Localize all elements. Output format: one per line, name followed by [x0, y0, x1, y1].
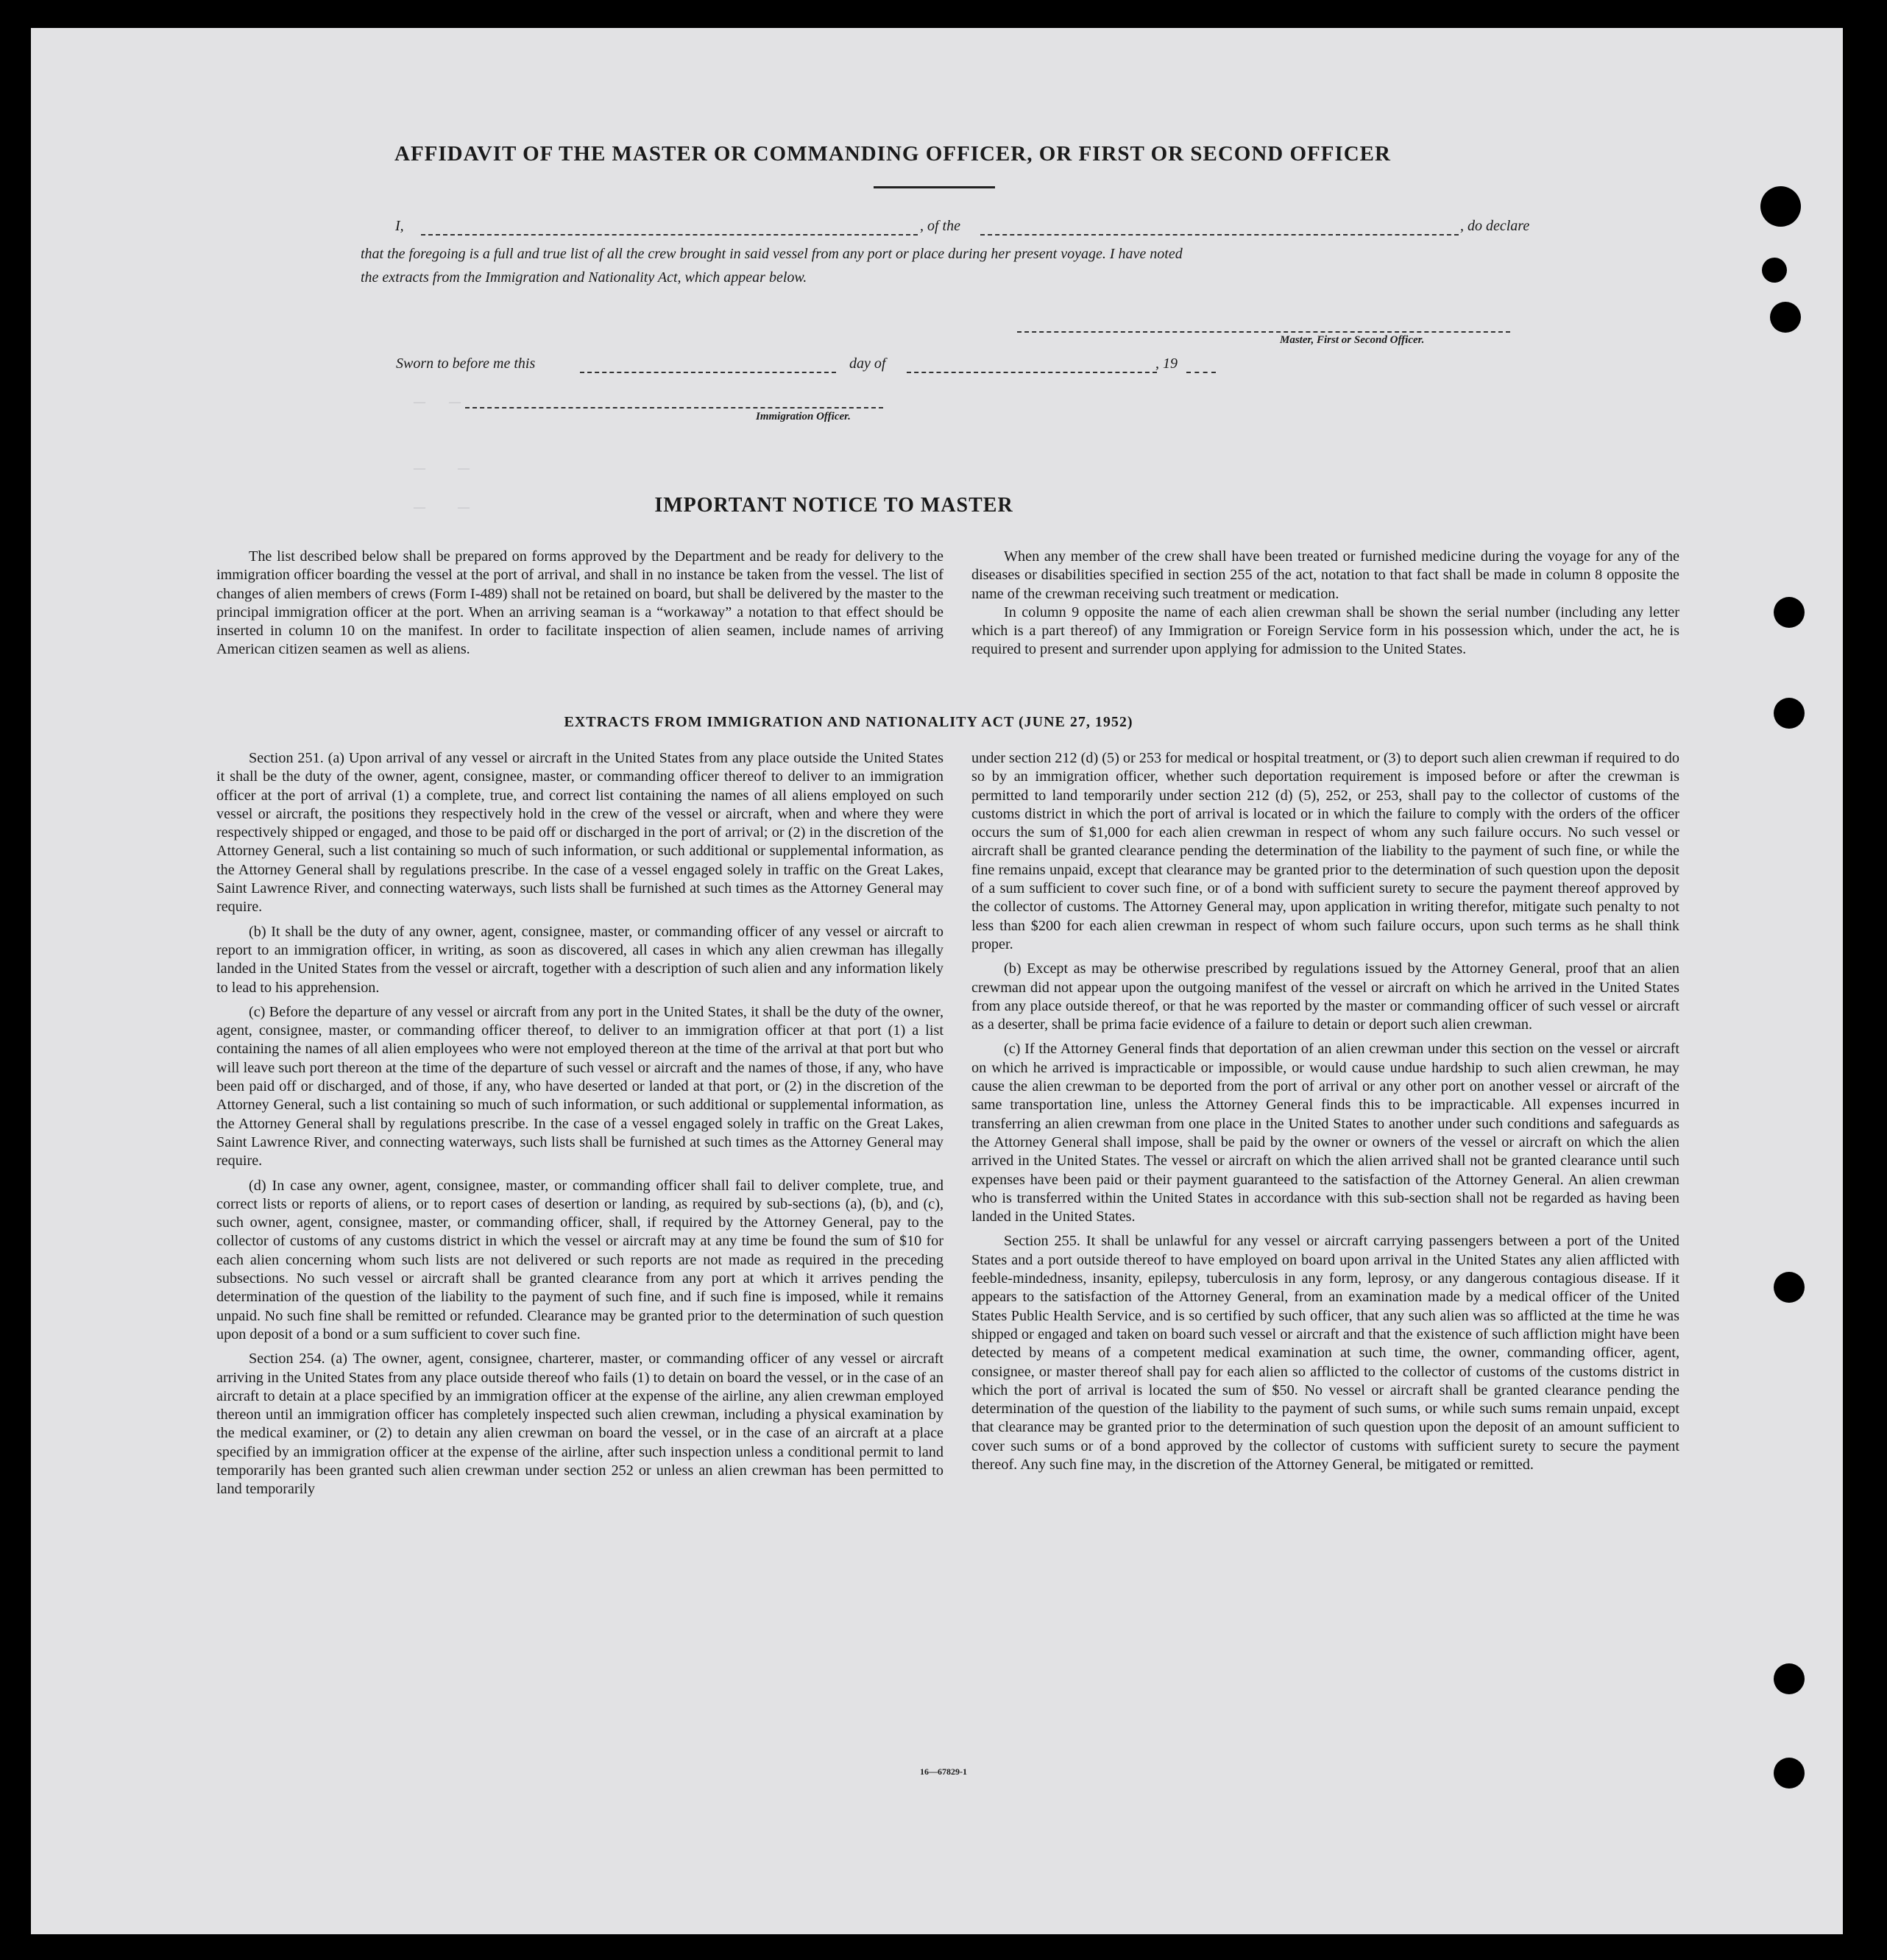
officer-label: Immigration Officer.	[756, 411, 851, 422]
extracts-right-column	[971, 749, 1679, 1480]
declare-label: , do declare	[1460, 218, 1530, 234]
punch-hole	[1774, 1272, 1805, 1303]
extract-paragraph: Section 254. (a) The owner, agent, consignee, charterer, master, or commanding officer of any vessel or aircraft arriving in the United States from any place outside thereof who fails (1) to detain on board the vessel, or in the case of an aircraft to detain at a place specified by an immigration officer at the expense of the airline, any alien crewman employed thereon until an immigration officer has completely inspected such alien crewman, including a physical examination by the medical examiner, or (2) to detain any alien crewman on board the vessel, or in the case of an aircraft at a place specified by an immigration officer at the expense of the airline, after such inspection unless a conditional permit to land temporarily has been granted such alien crewman under section 252 or unless an alien crewman has been permitted to land temporarily	[216, 1351, 944, 1498]
document-page	[31, 28, 1843, 1934]
bleed-through-mark: — —	[414, 462, 470, 475]
affidavit-title: AFFIDAVIT OF THE MASTER OR COMMANDING OFFICER, OR FIRST OR SECOND OFFICER	[394, 142, 1391, 166]
notice-right-text-1: When any member of the crew shall have been treated or furnished medicine during the voyage for any of the diseases or disabilities specified in section 255 of the act, notation to that fact shall be made in column 8 opposite the name of the crewman receiving such treatment or medication.	[971, 548, 1679, 602]
sworn-label: Sworn to before me this	[396, 355, 536, 372]
extract-paragraph: (d) In case any owner, agent, consignee, master, or commanding officer shall fail to deliver complete, true, and correct lists or reports of aliens, or to report cases of desertion or landing, as required by sub-sections (a), (b), and (c), such owner, agent, consignee, master, or commanding officer, shall, if required by the Attorney General, pay to the collector of customs of any customs district in which the vessel or aircraft may at any time be found the sum of $10 for each alien concerning whom such lists are not delivered or such reports are not made as required in the preceding subsections. No such vessel or aircraft shall be granted clearance from any port at which it arrives pending the determination of the question of the liability to the payment of such fine, and if such fine is imposed, while it remains unpaid. No such fine shall be remitted or refunded. Clearance may be granted prior to the determination of such question upon deposit of a bond or a sum sufficient to cover such fine.	[216, 1177, 944, 1342]
extract-paragraph: under section 212 (d) (5) or 253 for medical or hospital treatment, or (3) to deport such alien crewman if required to do so by an immigration officer, whether such deportation requirement is imposed before or after the crewman is permitted to land temporarily under section 212 (d) (5), 252, or 253, shall pay to the collector of customs of the customs district in which the port of arrival is located or in which the failure to comply with the orders of the officer occurs the sum of $1,000 for each alien crewman in respect of whom any such failure occurs. No such vessel or aircraft shall be granted clearance pending the determination of the liability to the payment of such fine, or while the fine remains unpaid, except that clearance may be granted prior to the determination of such question upon the deposit of a sum sufficient to cover such fine, or of a bond with sufficient surety to secure the payment thereof approved by the collector of customs. The Attorney General may, upon application in writing therefor, mitigate such penalty to not less than $200 for each alien crewman in respect of whom such failure occurs, upon such terms as he shall think proper.	[971, 750, 1679, 952]
vessel-field[interactable]	[980, 234, 1459, 236]
extract-paragraph: (b) Except as may be otherwise prescribed by regulations issued by the Attorney General, proof that an alien crewman did not appear upon the outgoing manifest of the vessel or aircraft on which he arrived in the United States from any place outside thereof, or that he was reported by the master or commanding officer of such vessel or aircraft as a deserter, shall be prima facie evidence of a failure to detain or deport such alien crewman.	[971, 960, 1679, 1033]
day-of-label: day of	[849, 355, 886, 372]
extract-paragraph: (c) If the Attorney General finds that deportation of an alien crewman under this section on the vessel or aircraft on which he arrived is impracticable or impossible, or would cause undue hardship to such alien crewman, he may cause the alien crewman to be deported from the port of arrival or any other port on another vessel or aircraft of the same transportation line, unless the Attorney General finds this to be impracticable. All expenses incurred in transferring an alien crewman from one place in the United States to another under such conditions and safeguards as the Attorney General shall impose, shall be paid by the owner or owners of the vessel or aircraft on which the alien arrived in the United States. The vessel or aircraft on which the alien arrived shall not be granted clearance until such expenses have been paid or their payment guaranteed to the satisfaction of the Attorney General. An alien crewman who is transferred within the United States in accordance with this sub-section shall not be regarded as having been landed in the United States.	[971, 1041, 1679, 1225]
punch-hole	[1760, 186, 1801, 227]
master-signature-field[interactable]	[1017, 331, 1510, 333]
extract-paragraph: Section 255. It shall be unlawful for any vessel or aircraft carrying passengers between a port of the United States and a port outside thereof to have employed on board upon arrival in the United States any alien afflicted with feeble-mindedness, insanity, epilepsy, tuberculosis in any form, leprosy, or any dangerous contagious disease. If it appears to the satisfaction of the Attorney General, from an examination made by a medical officer of the United States Public Health Service, and is so certified by such officer, that any such alien was so afflicted at the time he was shipped or engaged and taken on board such vessel or aircraft and that the existence of such affliction might have been detected by means of a competent medical examination at such time, the owner, commanding officer, agent, consignee, or master thereof shall pay for each alien so afflicted to the collector of customs of the customs district in which the port of arrival is located the sum of $50. No vessel or aircraft shall be granted clearance pending the determination of the question of the liability to the payment of such sums, or while such sums remain unpaid, except that clearance may be granted prior to the determination of such question upon the deposit of an amount sufficient to cover such sums or of a bond approved by the collector of customs with sufficient surety to secure the payment thereof. Any such fine may, in the discretion of the Attorney General, be mitigated or remitted.	[971, 1233, 1679, 1473]
notice-title: IMPORTANT NOTICE TO MASTER	[654, 494, 1013, 517]
punch-hole	[1774, 1663, 1805, 1694]
year-field[interactable]	[1186, 372, 1216, 373]
notice-left-text: The list described below shall be prepared on forms approved by the Department and be ready for delivery to the immigration officer boarding the vessel at the port of arrival, and shall in no instance be taken from the vessel. The list of changes of alien members of crews (Form I-489) shall not be retained on board, but shall be delivered by the master to the principal immigration officer at the port. When an arriving seaman is a “workaway” a notation to that effect should be inserted in column 10 on the manifest. In order to facilitate inspection of alien seamen, include names of arriving American citizen seamen as well as aliens.	[216, 548, 944, 658]
year-label: , 19	[1155, 355, 1178, 372]
master-label: Master, First or Second Officer.	[1280, 334, 1425, 346]
notice-left-column	[216, 548, 944, 665]
name-field[interactable]	[421, 234, 918, 236]
notice-right-column	[971, 548, 1679, 665]
extracts-title: EXTRACTS FROM IMMIGRATION AND NATIONALITY ACT (JUNE 27, 1952)	[564, 714, 1133, 730]
extract-paragraph: Section 251. (a) Upon arrival of any vessel or aircraft in the United States from any place outside the United States it shall be the duty of the owner, agent, consignee, master, or commanding officer thereof to deliver to an immigration officer at the port of arrival (1) a complete, true, and correct list containing the names of all aliens employed on such vessel or aircraft, the positions they respectively hold in the crew of the vessel or aircraft, when and where they were respectively shipped or engaged, and those to be paid off or discharged in the port of arrival; or (2) in the discretion of the Attorney General, such a list containing so much of such information, or such additional or supplemental information, as the Attorney General shall by regulations prescribe. In the case of a vessel engaged solely in traffic on the Great Lakes, Saint Lawrence River, and connecting waterways, such lists shall be furnished at such times as the Attorney General may require.	[216, 750, 944, 916]
i-label: I,	[395, 218, 404, 234]
punch-hole	[1770, 302, 1801, 333]
bleed-through-mark: — —	[414, 396, 461, 408]
title-rule	[874, 186, 995, 188]
extract-paragraph: (b) It shall be the duty of any owner, agent, consignee, master, or commanding officer of any vessel or aircraft to report to an immigration officer, in writing, as soon as discovered, all cases in which any alien crewman has illegally landed in the United States from the vessel or aircraft, together with a description of such alien and any information likely to lead to his apprehension.	[216, 923, 944, 996]
of-the-label: , of the	[920, 218, 960, 234]
declaration-line-3: the extracts from the Immigration and Nationality Act, which appear below.	[361, 269, 807, 286]
declaration-line-2: that the foregoing is a full and true list of all the crew brought in said vessel from any port or place during her present voyage. I have noted	[361, 246, 1183, 262]
officer-signature-field[interactable]	[465, 407, 883, 408]
extract-paragraph: (c) Before the departure of any vessel or aircraft from any port in the United States, it shall be the duty of the owner, agent, consignee, master, or commanding officer thereof, to deliver to an immigration officer at that port (1) a list containing the names of all alien employees who were not employed thereon at the time of the arrival at that port but who will leave such port thereon at the time of the departure of such vessel or aircraft and the names of those, if any, who have been paid off or discharged, and of those, if any, who have deserted or landed at that port, or (2) in the discretion of the Attorney General, such a list containing so much of such information, or such additional or supplemental information, as the Attorney General shall by regulations prescribe. In the case of a vessel engaged solely in traffic on the Great Lakes, Saint Lawrence River, and connecting waterways, such lists shall be furnished at such times as the Attorney General may require.	[216, 1003, 944, 1170]
punch-hole	[1762, 258, 1787, 283]
punch-hole	[1774, 597, 1805, 628]
bleed-through-mark: — —	[414, 501, 470, 514]
punch-hole	[1774, 698, 1805, 729]
form-code: 16—67829-1	[920, 1766, 967, 1777]
sworn-month-field[interactable]	[907, 372, 1157, 373]
extracts-left-column	[216, 749, 944, 1505]
notice-right-text-2: In column 9 opposite the name of each alien crewman shall be shown the serial number (including any letter which is a part thereof) of any Immigration or Foreign Service form in his possession which, under the act, he is required to present and surrender upon applying for admission to the United States.	[971, 604, 1679, 658]
sworn-day-field[interactable]	[580, 372, 836, 373]
punch-hole	[1774, 1758, 1805, 1789]
